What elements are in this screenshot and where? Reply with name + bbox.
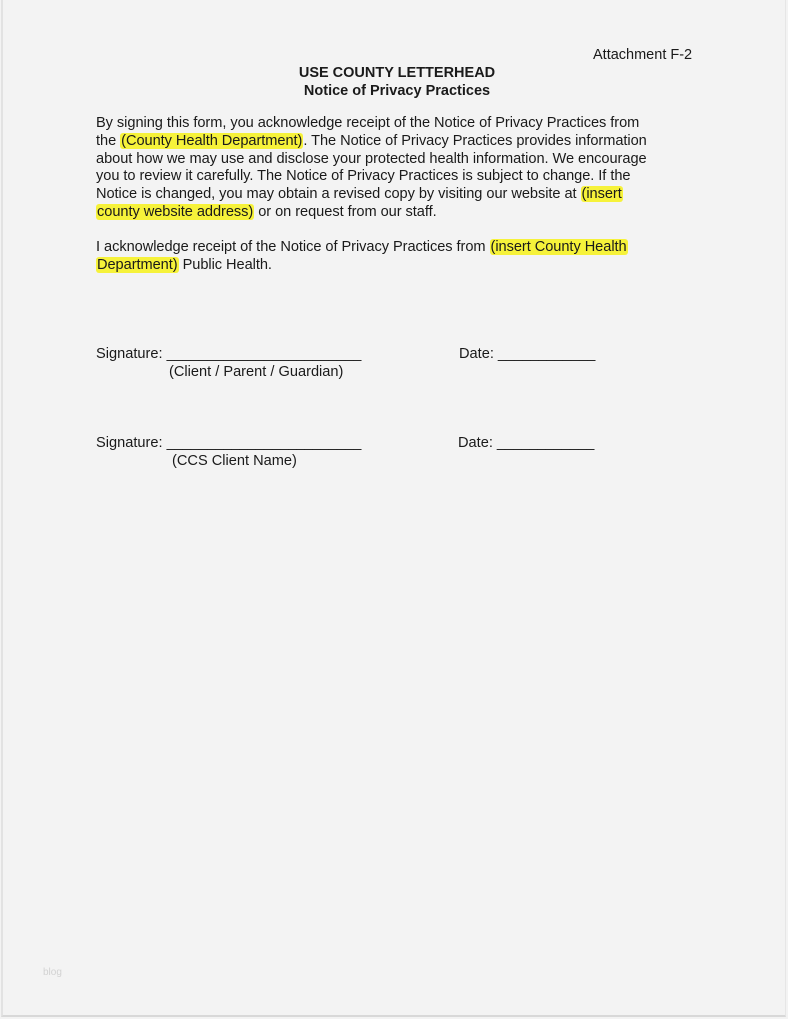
text-segment: . The Notice of Privacy Practices provides information (303, 132, 647, 149)
highlighted-placeholder: (insert (581, 186, 622, 203)
text-segment: about how we may use and disclose your protected health information. We encourage (96, 150, 647, 167)
text-line (96, 186, 623, 202)
text-line (96, 151, 647, 167)
text-segment: By signing this form, you acknowledge receipt of the Notice of Privacy Practices from (96, 115, 640, 131)
text-segment: I acknowledge receipt of the Notice of Privacy Practices from (96, 239, 490, 255)
document-page (1, 0, 786, 1017)
text-line (96, 168, 630, 184)
highlighted-placeholder: (County Health Department) (121, 132, 303, 149)
text-segment: Notice is changed, you may obtain a revised copy by visiting our website at (96, 186, 581, 203)
signature-line-ccs-client: Signature: ________________________ (96, 435, 362, 451)
notice-title: Notice of Privacy Practices (303, 83, 491, 99)
text-line (96, 115, 639, 131)
watermark: blog (43, 967, 62, 978)
signature-sublabel-client: (Client / Parent / Guardian) (169, 364, 344, 380)
text-segment: Public Health. (178, 256, 272, 273)
text-line (96, 257, 272, 273)
text-line (96, 204, 437, 220)
letterhead-title: USE COUNTY LETTERHEAD (298, 65, 496, 81)
highlighted-placeholder: Department) (97, 256, 178, 273)
date-line-ccs-client: Date: ____________ (458, 435, 595, 451)
text-segment: or on request from our staff. (254, 204, 437, 220)
highlighted-placeholder: (insert County Health (490, 239, 627, 255)
text-segment: the (96, 132, 121, 149)
text-line (96, 133, 647, 149)
attachment-label: Attachment F-2 (593, 47, 693, 63)
signature-sublabel-ccs-client: (CCS Client Name) (172, 453, 297, 469)
text-segment: you to review it carefully. The Notice of Privacy Practices is subject to change. If the (96, 168, 631, 185)
date-line-client: Date: ____________ (459, 346, 596, 362)
text-line (96, 239, 628, 255)
highlighted-placeholder: county website address) (97, 204, 254, 220)
signature-line-client: Signature: ________________________ (96, 346, 362, 362)
